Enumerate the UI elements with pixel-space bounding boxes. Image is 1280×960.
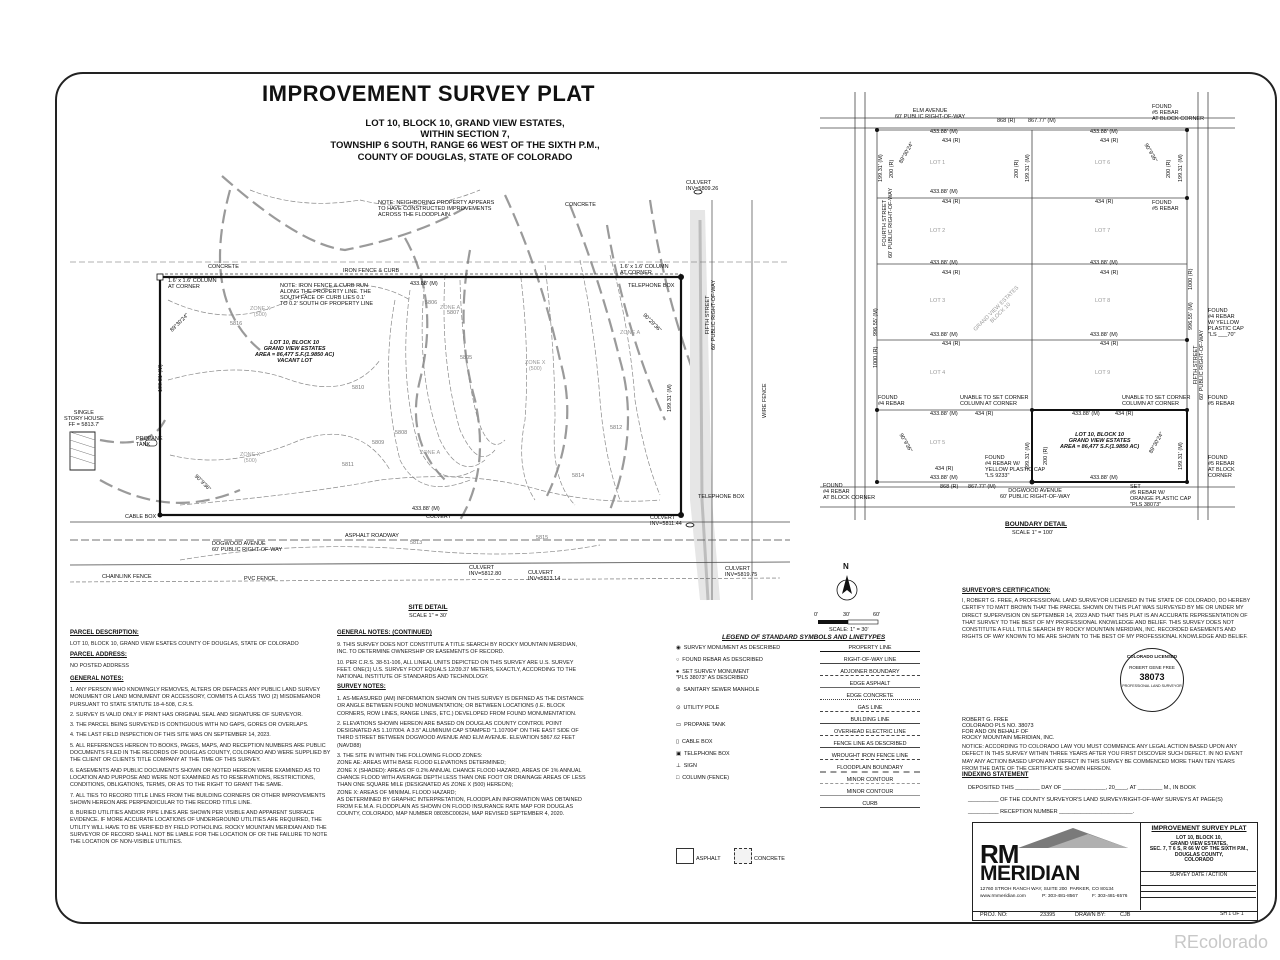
general-note: 4. THE LAST FIELD INSPECTION OF THIS SITE WAS ON SEPTEMBER 14, 2023. bbox=[70, 732, 271, 739]
legend-row bbox=[676, 669, 749, 681]
measured-dim: 867.77' (M) bbox=[1028, 118, 1056, 124]
record-dim: 434 (R) bbox=[942, 199, 961, 205]
firm-web: www.rmmeridian.com bbox=[980, 894, 1026, 899]
propane-icon: ▭ bbox=[676, 722, 682, 728]
indexing-heading: INDEXING STATEMENT bbox=[962, 772, 1029, 778]
site-detail-title: SITE DETAIL bbox=[408, 604, 448, 611]
telephone-box: TELEPHONE BOX bbox=[628, 283, 675, 289]
found-rebar-label: FOUND #5 REBAR AT BLOCK CORNER bbox=[1208, 455, 1235, 480]
lot-name: LOT 5 bbox=[930, 440, 946, 446]
boundary-detail-title: BOUNDARY DETAIL bbox=[1005, 521, 1067, 528]
dogwood-label: DOGWOOD AVENUE 60' PUBLIC RIGHT-OF-WAY bbox=[1000, 488, 1071, 501]
legend-label: UTILITY POLE bbox=[683, 705, 720, 711]
unable-corner-label: UNABLE TO SET CORNER COLUMN AT CORNER bbox=[1122, 395, 1191, 408]
culvert-label: CULVERT INV=5819.75 bbox=[725, 566, 758, 579]
measured-dim: 199.31' (M) bbox=[1178, 442, 1184, 470]
measured-dim: 199.31' (M) bbox=[1178, 154, 1184, 182]
revision-rows bbox=[1141, 880, 1256, 902]
fifth-street-label: FIFTH STREET 60' PUBLIC RIGHT-OF-WAY bbox=[705, 279, 718, 350]
lot-name: LOT 3 bbox=[930, 298, 946, 304]
parcel-address: NO POSTED ADDRESS bbox=[70, 663, 130, 669]
legend-label: SANITARY SEWER MANHOLE bbox=[683, 687, 760, 693]
seal-bottom-text: PROFESSIONAL LAND SURVEYOR bbox=[1122, 683, 1182, 688]
measured-dim: 433.88' (M) bbox=[1072, 411, 1100, 417]
subtitle-line: COUNTY OF DOUGLAS, STATE OF COLORADO bbox=[357, 151, 573, 163]
page-title: IMPROVEMENT SURVEY PLAT bbox=[262, 81, 595, 106]
lot-label: LOT 10, BLOCK 10 GRAND VIEW ESTATES AREA = 86,477 S.F.(1.9850 AC) VACANT LOT bbox=[255, 340, 335, 365]
asphalt-swatch bbox=[676, 848, 694, 864]
logo bbox=[978, 826, 1138, 884]
proj-no-label: PROJ. NO: bbox=[980, 912, 1008, 918]
measured-dim: 433.88' (M) bbox=[1090, 332, 1118, 338]
legend-label: ASPHALT bbox=[696, 856, 721, 862]
legend-label: TELEPHONE BOX bbox=[684, 751, 730, 757]
legend-label: SET SURVEY MONUMENT "PLS 38073" AS DESCRIBED bbox=[676, 669, 750, 681]
column-icon: □ bbox=[676, 775, 680, 781]
found-rebar-label: FOUND #4 REBAR W/ YELLOW PLASTIC CAP "LS ___70" bbox=[1208, 308, 1244, 339]
right-dimension: 199.31' (M) bbox=[667, 384, 673, 412]
measured-dim: 433.88' (M) bbox=[1090, 475, 1118, 481]
telephone-box: TELEPHONE BOX bbox=[698, 494, 745, 500]
north-label: N bbox=[843, 562, 849, 571]
measured-dim: 433.88' (M) bbox=[930, 475, 958, 481]
record-dim: 434 (R) bbox=[1100, 270, 1119, 276]
left-dimension: 199.31' (M) bbox=[158, 364, 164, 392]
general-notes-heading: GENERAL NOTES: bbox=[70, 676, 124, 682]
legend-row bbox=[676, 687, 759, 693]
culvert-label: CULVERT INV=5812.80 bbox=[469, 565, 502, 578]
firm-phone: P: 303-481-8567 bbox=[1042, 894, 1078, 899]
house-label: SINGLE STORY HOUSE FF = 5813.7' bbox=[64, 410, 104, 429]
general-note: 5. ALL REFERENCES HEREON TO BOOKS, PAGES, MAPS, AND RECEPTION NUMBERS ARE PUBLIC DOCUMENTS FILED IN THE RECORDS OF DOUGLAS COUNTY, COLORADO AND WERE SUPPLIED BY THE CLIENT OR CLIENTS TITLE COMPANY AT THE TIME OF THIS SURVEY. bbox=[70, 742, 331, 764]
zone-label: ZONE X (500) bbox=[250, 306, 271, 319]
lot-name: LOT 1 bbox=[930, 160, 946, 166]
surveyor-seal bbox=[1120, 648, 1184, 712]
zone-label: ZONE A bbox=[440, 305, 461, 311]
general-notes-continued-heading: GENERAL NOTES: (CONTINUED) bbox=[337, 630, 432, 636]
bearing-label: 89°30'24" bbox=[1148, 431, 1166, 455]
sheet-number: SH 1 OF 1 bbox=[1220, 911, 1244, 917]
zone-label: ZONE X (500) bbox=[240, 452, 261, 465]
record-dim: 434 (R) bbox=[1100, 138, 1119, 144]
measured-dim: 433.88' (M) bbox=[930, 411, 958, 417]
legend-line: GAS LINE bbox=[820, 705, 920, 712]
record-dim: 434 (R) bbox=[1095, 199, 1114, 205]
contour-label: 5809 bbox=[372, 440, 385, 446]
measured-dim: 996.55' (M) bbox=[1188, 302, 1194, 330]
concrete-label: CONCRETE bbox=[208, 264, 239, 270]
column-corner-left: 1.6' x 1.6' COLUMN AT CORNER bbox=[168, 278, 217, 291]
record-dim: 200 (R) bbox=[1043, 446, 1049, 465]
legend-row bbox=[676, 705, 719, 711]
measured-dim: 996.55' (M) bbox=[873, 308, 879, 336]
legend-line: EDGE ASPHALT bbox=[820, 681, 920, 688]
legend-row bbox=[676, 763, 697, 769]
found-rebar-label: FOUND #4 REBAR AT BLOCK CORNER bbox=[823, 483, 876, 502]
general-note: 8. BURIED UTILITIES AND/OR PIPE LINES ARE SHOWN PER VISIBLE AND APPARENT SURFACE EVIDENCE. IF MORE ACCURATE LOCATIONS OF UNDERGROUND UTILITIES ARE REQUIRED, THE UTILITY WILL HAVE TO BE VERIFIED BY FIELD POTHOLING. ROCKY MOUNTAIN MERIDIAN AND THE SURVEYOR OF RECORD SHALL NOT BE LIABLE FOR THE LOCATION OF OR THE FAILURE TO NOTE THE LOCATION OF NON-VISIBLE UTILITIES. bbox=[70, 810, 328, 846]
legend-row bbox=[676, 775, 729, 781]
drawn-by: CJB bbox=[1120, 912, 1131, 918]
block-label: GRAND VIEW ESTATES BLOCK 10 bbox=[972, 285, 1021, 333]
contour-label: 5808 bbox=[395, 430, 408, 436]
legend-row bbox=[676, 739, 713, 745]
legend-label: COLUMN (FENCE) bbox=[682, 775, 729, 781]
logo-text-bottom: MERIDIAN bbox=[980, 862, 1080, 885]
lot-name: LOT 8 bbox=[1095, 298, 1111, 304]
indexing-line: __________ RECEPTION NUMBER ________________________. bbox=[968, 809, 1135, 815]
pvc-label: PVC FENCE bbox=[244, 576, 276, 582]
legend-line: RIGHT-OF-WAY LINE bbox=[820, 657, 920, 664]
culvert-label: CULVERT INV=5811.44 bbox=[650, 515, 682, 528]
survey-note: 3. THE SITE IN WITHIN THE FOLLOWING FLOOD ZONES: ZONE AE: AREAS WITH BASE FLOOD ELEVATIONS DETERMINED; ZONE X (SHADED): AREAS OF 0.2% ANNUAL CHANCE FLOOD HAZARD, AREAS OF 1% ANNUAL CHANCE FLOOD WITH AVERAGE DEPTH LESS THAN ONE FOOT OR DRAINAGE AREAS OF LESS THAN ONE SQUARE MILE (DESIGNATED AS ZONE X (500) HEREON); ZONE X: AREAS OF MINIMAL FLOOD HAZARD; AS DETERMINED BY GRAPHIC INTERPRETATION, FLOODPLAIN INFORMATION WAS OBTAINED FROM F.E.M.A. FLOODPLAIN AS SHOWN ON FLOOD INSURANCE RATE MAP FOR DOUGLAS COUNTY, COLORADO, MAP NUMBER 08035C0062H, MAP REVISED SEPTEMBER 4, 2020. bbox=[337, 753, 586, 818]
general-note: 6. EASEMENTS AND PUBLIC DOCUMENTS SHOWN OR NOTED HEREON WERE EXAMINED AS TO LOCATION AND PURPOSE AND WERE NOT EXAMINED AS TO RESERVATIONS, RESTRICTIONS, CONDITIONS, OBLIGATIONS, TERMS, OR AS TO THE RIGHT TO GRANT THE SAME. bbox=[70, 767, 321, 789]
indexing-line: __________ OF THE COUNTY SURVEYOR'S LAND SURVEY/RIGHT-OF-WAY SURVEYS AT PAGE(S) bbox=[968, 797, 1223, 803]
bearing-label: 90°9'36" bbox=[897, 432, 913, 454]
fifth-street-label: FIFTH STREET 60' PUBLIC RIGHT-OF-WAY bbox=[1193, 329, 1206, 400]
found-rebar-label: FOUND #5 REBAR bbox=[1208, 395, 1235, 408]
legend-line: PROPERTY LINE bbox=[820, 645, 920, 652]
record-dim: 200 (R) bbox=[1014, 159, 1020, 178]
subtitle-line: LOT 10, BLOCK 10, GRAND VIEW ESTATES, bbox=[365, 118, 565, 129]
legend-line: MINOR CONTOUR bbox=[820, 777, 920, 784]
logo-text-top: RM bbox=[980, 839, 1019, 869]
legend-label: FOUND REBAR AS DESCRIBED bbox=[682, 657, 763, 663]
record-dim: 434 (R) bbox=[942, 270, 961, 276]
culvert-top: CULVERT INV=5809.26 bbox=[686, 180, 719, 193]
record-dim: 434 (R) bbox=[935, 466, 954, 472]
zone-label: ZONE X (500) bbox=[525, 360, 546, 373]
legend-line: BUILDING LINE bbox=[820, 717, 920, 724]
proj-no: 23395 bbox=[1040, 912, 1056, 918]
lot-name: LOT 6 bbox=[1095, 160, 1111, 166]
certification-heading: SURVEYOR'S CERTIFICATION: bbox=[962, 588, 1051, 594]
survey-notes-list bbox=[337, 696, 587, 819]
zone-label: ZONE A bbox=[620, 330, 641, 336]
bar-scale-tick: 0' bbox=[814, 612, 819, 618]
record-dim: 434 (R) bbox=[1115, 411, 1134, 417]
site-detail-scale: SCALE 1" = 30' bbox=[408, 613, 447, 619]
legend-label: SURVEY MONUMENT AS DESCRIBED bbox=[683, 645, 781, 651]
subtitle-line: TOWNSHIP 6 SOUTH, RANGE 66 WEST OF THE SIXTH P.M., bbox=[330, 140, 600, 152]
lot-name: LOT 9 bbox=[1095, 370, 1111, 376]
wire-fence-label: WIRE FENCE bbox=[762, 383, 768, 418]
general-note: 9. THIS SURVEY DOES NOT CONSTITUTE A TITLE SEARCH BY ROCKY MOUNTAIN MERIDIAN, INC. TO DETERMINE OWNERSHIP OR EASEMENTS OF RECORD. bbox=[337, 642, 578, 656]
contour-label: 5806 bbox=[425, 300, 438, 306]
legend-line: WROUGHT IRON FENCE LINE bbox=[820, 753, 920, 760]
indexing-line: DEPOSITED THIS ________ DAY OF ______________, 20____, AT ________ M., IN BOOK bbox=[968, 785, 1196, 791]
record-dim: 434 (R) bbox=[975, 411, 994, 417]
bar-scale-tick: 30' bbox=[843, 612, 851, 618]
project-title: IMPROVEMENT SURVEY PLAT bbox=[1151, 825, 1247, 832]
contour-label: 5816 bbox=[230, 321, 243, 327]
legend-label: PROPANE TANK bbox=[684, 722, 726, 728]
record-dim: 1000 (R) bbox=[873, 346, 879, 368]
general-note: 2. SURVEY IS VALID ONLY IF PRINT HAS ORIGINAL SEAL AND SIGNATURE OF SURVEYOR. bbox=[70, 711, 303, 718]
culvert-label: CULVERT INV=5813.14 bbox=[528, 570, 561, 583]
record-dim: 868 (R) bbox=[940, 484, 959, 490]
found-rebar-label: FOUND #5 REBAR bbox=[1152, 200, 1179, 213]
record-dim: 200 (R) bbox=[889, 159, 895, 178]
bearing-label: 90°9'36" bbox=[192, 473, 212, 493]
culvert-label: CULVERT bbox=[426, 514, 452, 520]
legend-row bbox=[676, 722, 725, 728]
bearing-label: 89°30'24" bbox=[169, 312, 191, 334]
measured-dim: 433.88' (M) bbox=[1090, 260, 1118, 266]
record-dim: 868 (R) bbox=[997, 118, 1016, 124]
measured-dim: 867.77' (M) bbox=[968, 484, 996, 490]
found-rebar-label: FOUND #5 REBAR AT BLOCK CORNER bbox=[1152, 104, 1205, 123]
legend-row bbox=[676, 751, 730, 757]
found-rebar-icon: ○ bbox=[676, 657, 680, 663]
note-top: NOTE: NEIGHBORING PROPERTY APPEARS TO HAVE CONSTRUCTED IMPROVEMENTS ACROSS THE FLOODPLAIN. bbox=[378, 200, 495, 219]
bearing-label: 89°30'24" bbox=[898, 141, 916, 165]
unable-corner-label: UNABLE TO SET CORNER COLUMN AT CORNER bbox=[960, 395, 1029, 408]
legend-title: LEGEND OF STANDARD SYMBOLS AND LINETYPES bbox=[722, 634, 886, 641]
record-dim: 434 (R) bbox=[1100, 341, 1119, 347]
survey-notes-heading: SURVEY NOTES: bbox=[337, 684, 386, 690]
lot-name: LOT 4 bbox=[930, 370, 946, 376]
legend-label: CABLE BOX bbox=[681, 739, 713, 745]
contour-label: 5811 bbox=[342, 462, 354, 468]
fourth-street-label: FOURTH STREET 60' PUBLIC RIGHT-OF-WAY bbox=[882, 187, 895, 258]
measured-dim: 433.88' (M) bbox=[930, 332, 958, 338]
legal-notice: NOTICE: ACCORDING TO COLORADO LAW YOU MUST COMMENCE ANY LEGAL ACTION BASED UPON ANY DEFECT IN THIS SURVEY WITHIN THREE YEARS AFTER YOU FIRST DISCOVER SUCH DEFECT. IN NO EVENT MAY ANY ACTION BASED UPON ANY DEFECT IN THIS SURVEY BE COMMENCED MORE THAN TEN YEARS FROM THE DATE OF THE CERTIFICATE SHOWN HEREON. bbox=[962, 744, 1243, 772]
record-dim: 200 (R) bbox=[1166, 159, 1172, 178]
contour-label: 5805 bbox=[460, 355, 473, 361]
note-fence: NOTE: IRON FENCE & CURB RUN ALONG THE PROPERTY LINE. THE SOUTH FACE OF CURB LIES 0.1' TO 0.2' SOUTH OF PROPERTY LINE bbox=[280, 283, 374, 308]
contour-label: 5810 bbox=[352, 385, 365, 391]
column-corner-right: 1.6' x 1.6' COLUMN AT CORNER bbox=[620, 264, 669, 277]
contour-label: 5813 bbox=[410, 540, 423, 546]
seal-name: ROBERT GENE FREE bbox=[1129, 664, 1175, 670]
survey-note: 1. AS-MEASURED (AM) INFORMATION SHOWN ON THIS SURVEY IS DEFINED AS THE DISTANCE OR ANGLE BETWEEN FOUND MONUMENTATION; OR BETWEEN LOCATIONS (I.E. BLOCK CORNERS, ROW LINES, RANGE LINES, ETC.) DEVELOPED FROM FOUND MONUMENTATION. bbox=[337, 696, 584, 717]
found-rebar-label: FOUND #4 REBAR W/ YELLOW PLASTIC CAP "LS 9233" bbox=[985, 455, 1046, 480]
legend-line: MINOR CONTOUR bbox=[820, 789, 920, 796]
measured-dim: 199.31' (M) bbox=[1025, 154, 1031, 182]
elm-avenue-label: ELM AVENUE 60' PUBLIC RIGHT-OF-WAY bbox=[895, 108, 966, 121]
propane-label: PROPANE TANK bbox=[136, 436, 163, 449]
legend-line: OVERHEAD ELECTRIC LINE bbox=[820, 729, 920, 736]
survey-date-label: SURVEY DATE / ACTION bbox=[1169, 872, 1228, 878]
asphalt-label: ASPHALT ROADWAY bbox=[345, 533, 399, 539]
seal-ring-text: COLORADO LICENSED bbox=[1126, 654, 1178, 659]
subtitle-line: WITHIN SECTION 7, bbox=[420, 129, 510, 141]
parcel-address-heading: PARCEL ADDRESS: bbox=[70, 652, 127, 658]
bar-scale-tick: 60' bbox=[873, 612, 881, 618]
firm-address: 12760 STROH RANCH WAY, SUITE 200 PARKER, CO 80134 bbox=[980, 887, 1114, 892]
watermark: REcolorado bbox=[1173, 932, 1268, 952]
legend-row bbox=[676, 657, 763, 663]
lot-name: LOT 2 bbox=[930, 228, 946, 234]
general-note: 1. ANY PERSON WHO KNOWINGLY REMOVES, ALTERS OR DEFACES ANY PUBLIC LAND SURVEY MONUMENT OR LAND MONUMENT OR ACCESSORY, COMMITS A CLASS TWO (2) MISDEMEANOR PURSUANT TO STATE STATUTE 18-4-508, C.R.S. bbox=[70, 687, 321, 708]
proj-row bbox=[972, 910, 1258, 921]
parcel-description: LOT 10, BLOCK 10, GRAND VIEW ESATES COUNTY OF DOUGLAS, STATE OF COLORADO bbox=[70, 641, 299, 647]
parcel-description-heading: PARCEL DESCRIPTION: bbox=[70, 630, 139, 636]
record-dim: 1000 (R) bbox=[1188, 268, 1194, 290]
manhole-icon: ⊚ bbox=[676, 687, 681, 693]
cable-box-label: CABLE BOX bbox=[125, 514, 157, 520]
contour-label: 5807 bbox=[447, 310, 460, 316]
monument-icon: ◉ bbox=[676, 645, 681, 651]
chainlink-label: CHAINLINK FENCE bbox=[102, 574, 152, 580]
general-notes-list bbox=[70, 687, 332, 847]
seal-number: 38073 bbox=[1139, 671, 1165, 682]
concrete-swatch bbox=[734, 848, 752, 864]
measured-dim: 433.88' (M) bbox=[930, 129, 958, 135]
project-subtitle: LOT 10, BLOCK 10, GRAND VIEW ESTATES, SEC. 7, T 6 S, R 66 W OF THE SIXTH P.M., DOUGLAS COUNTY, COLORADO bbox=[1149, 835, 1249, 863]
telephone-box-icon: ▣ bbox=[676, 751, 682, 757]
measured-dim: 433.88' (M) bbox=[930, 189, 958, 195]
utility-pole-icon: ⊙ bbox=[676, 705, 681, 711]
legend-line: FENCE LINE AS DESCRIBED bbox=[820, 741, 920, 748]
record-dim: 434 (R) bbox=[942, 138, 961, 144]
lot-name: LOT 7 bbox=[1095, 228, 1111, 234]
contour-label: 5812 bbox=[610, 425, 623, 431]
contour-label: 5815 bbox=[536, 535, 549, 541]
legend-label: SIGN bbox=[683, 763, 697, 769]
dogwood-label: DOGWOOD AVENUE 60' PUBLIC RIGHT-OF-WAY bbox=[212, 541, 283, 554]
set-rebar-label: SET #5 REBAR W/ ORANGE PLASTIC CAP "PLS 38073" bbox=[1130, 484, 1192, 509]
measured-dim: 433.88' (M) bbox=[1090, 129, 1118, 135]
general-note: 3. THE PARCEL BEING SURVEYED IS CONTIGUOUS WITH NO GAPS, GORES OR OVERLAPS. bbox=[70, 722, 309, 729]
bearing-label: 90°9'36" bbox=[1142, 142, 1158, 164]
set-monument-icon: ● bbox=[676, 669, 680, 675]
general-note: 7. ALL TIES TO RECORD TITLE LINES FROM THE BUILDING CORNERS OR OTHER IMPROVEMENTS SHOWN HEREON ARE PERPENDICULAR TO THE RECORD TITLE LINE. bbox=[70, 792, 326, 806]
boundary-detail-scale: SCALE 1" = 100' bbox=[1012, 530, 1054, 536]
measured-dim: 433.88' (M) bbox=[930, 260, 958, 266]
zone-label: ZONE A bbox=[420, 450, 441, 456]
sign-icon: ⊥ bbox=[676, 763, 681, 769]
certification-body: I, ROBERT G. FREE, A PROFESSIONAL LAND SURVEYOR LICENSED IN THE STATE OF COLORADO, DO HEREBY CERTIFY TO MATT BROWN THAT THE PARCEL SHOWN ON THIS PLAT WAS SURVEYED BY ME OR UNDER MY DIRECT SUPERVISION ON SEPTEMBER 14, 2023 AND THAT THIS PLAT IS AN ACCURATE REPRESENTATION OF THAT SURVEY TO THE BEST OF MY PROFESSIONAL KNOWLEDGE AND BELIEF. THIS SURVEY DOES NOT CONSTITUTE A FULL TITLE SEARCH BY ROCKY MOUNTAIN MERIDIAN, INC. RECORDED EASEMENTS AND RIGHTS OF WAY KNOWN TO ME ARE SHOWN TO THE BEST OF MY PROFESSIONAL KNOWLEDGE AND BELIEF. bbox=[962, 598, 1251, 641]
bearing-label: 90°29'36" bbox=[641, 312, 663, 334]
legend-line: CURB bbox=[820, 801, 920, 808]
general-notes-continued bbox=[337, 642, 587, 681]
legend-row bbox=[676, 645, 780, 651]
bar-scale-label: SCALE: 1" = 30' bbox=[829, 627, 869, 633]
survey-note: 2. ELEVATIONS SHOWN HEREON ARE BASED ON DOUGLAS COUNTY CONTROL POINT DESIGNATED AS 1.107004. A 3.5" ALUMINUM CAP STAMPED "1.107004" ON THE EAST SIDE OF THIRD STREET BETWEEN DOGWOOD AVENUE AND ELM AVENUE. ELEVATION 5867.62 FEET (NAVD88) bbox=[337, 720, 579, 749]
bottom-dimension: 433.88' (M) bbox=[412, 506, 440, 512]
cable-box-icon: ▯ bbox=[676, 739, 679, 745]
found-rebar-label: FOUND #4 REBAR bbox=[878, 395, 905, 408]
measured-dim: 199.31' (M) bbox=[878, 154, 884, 182]
general-note: 10. PER C.R.S. 38-51-106, ALL LINEAL UNITS DEPICTED ON THIS SURVEY ARE U.S. SURVEY FEET. ONE(1) U.S. SURVEY FOOT EQUALS 12/39.37 METERS, EXACTLY, ACCORDING TO THE NATIONAL INSTITUTE OF STANDARDS AND TECHNOLOGY. bbox=[337, 659, 577, 681]
drawn-by-label: DRAWN BY: bbox=[1075, 912, 1106, 918]
legend-line: EDGE CONCRETE bbox=[820, 693, 920, 700]
iron-fence-label: IRON FENCE & CURB bbox=[343, 268, 400, 274]
signer-block: ROBERT G. FREE COLORADO PLS NO. 38073 FOR AND ON BEHALF OF ROCKY MOUNTAIN MERIDIAN, INC. bbox=[962, 717, 1055, 742]
legend-line: ADJOINER BOUNDARY bbox=[820, 669, 920, 676]
legend-label: CONCRETE bbox=[754, 856, 785, 862]
lot-10-label: LOT 10, BLOCK 10 GRAND VIEW ESTATES AREA = 86,477 S.F.(1.9850 AC) bbox=[1060, 432, 1140, 451]
measured-dim: 199.31' (M) bbox=[1025, 442, 1031, 470]
concrete-label: CONCRETE bbox=[565, 202, 596, 208]
firm-fax: F: 303-481-6576 bbox=[1092, 894, 1128, 899]
top-dimension: 433.88' (M) bbox=[410, 281, 438, 287]
contour-label: 5814 bbox=[572, 473, 585, 479]
legend-line: FLOODPLAIN BOUNDARY bbox=[820, 765, 920, 773]
record-dim: 434 (R) bbox=[942, 341, 961, 347]
